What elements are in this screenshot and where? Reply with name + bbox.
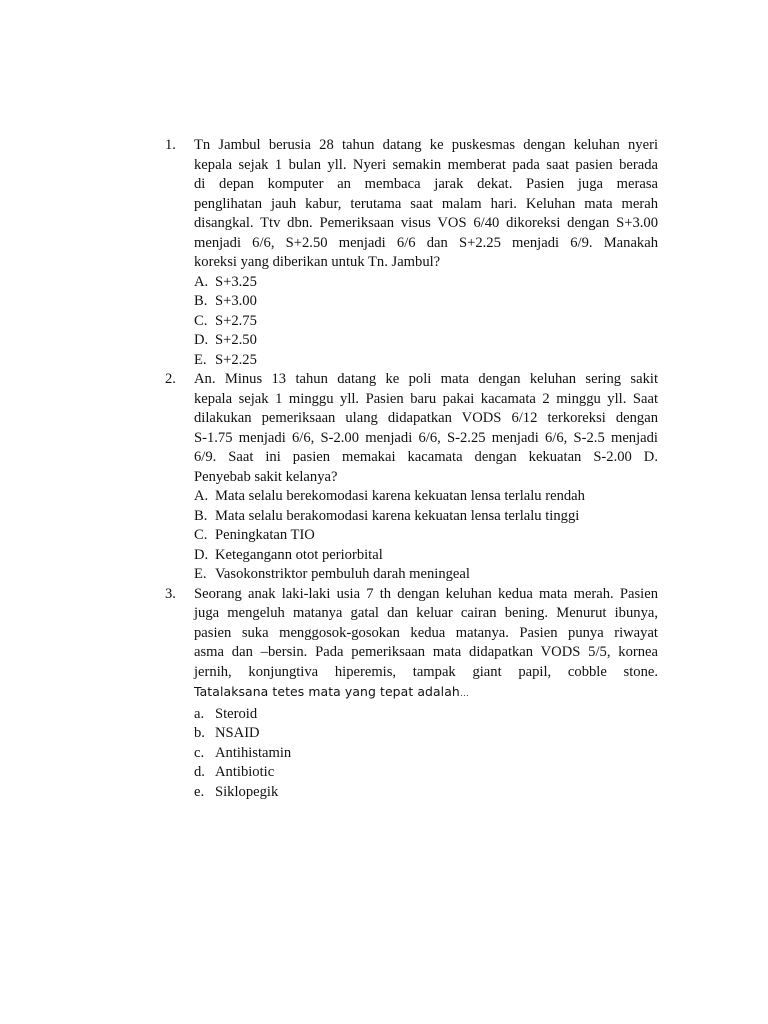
question-line: Seorang anak laki-laki usia 7 th dengan keluhan kedua mata merah. Pasien xyxy=(194,585,658,602)
question-line-final xyxy=(194,682,658,705)
question-number: 2. xyxy=(165,371,176,387)
answer-option xyxy=(194,546,658,566)
question-line: Penyebab sakit kelanya? xyxy=(194,468,338,485)
answer-option xyxy=(194,744,658,764)
option-text: Antihistamin xyxy=(215,744,292,761)
option-letter: E. xyxy=(194,351,207,368)
question-line: koreksi yang diberikan untuk Tn. Jambul? xyxy=(194,254,441,270)
question-number: 3. xyxy=(165,585,176,602)
option-text: Vasokonstriktor pembuluh darah meningeal xyxy=(215,566,470,582)
question-line: asma dan –bersin. Pada pemeriksaan mata didapatkan VODS 5/5, kornea xyxy=(194,644,658,660)
option-letter: B. xyxy=(194,293,208,309)
option-text: S+3.25 xyxy=(215,273,257,290)
question-list xyxy=(165,136,658,802)
option-letter: C. xyxy=(194,527,208,543)
question-line: Tn Jambul berusia 28 tahun datang ke puskesmas dengan keluhan nyeri xyxy=(194,137,658,153)
question-text xyxy=(194,370,658,487)
answer-option xyxy=(194,565,658,585)
option-text: Antibiotic xyxy=(215,764,275,780)
question-line: juga mengeluh matanya gatal dan keluar cairan bening. Menurut ibunya, xyxy=(194,605,658,621)
answer-options xyxy=(194,705,658,803)
question-line: pasien suka menggosok-gosokan kedua matanya. Pasien punya riwayat xyxy=(194,624,658,641)
question-text xyxy=(194,585,658,705)
option-text: NSAID xyxy=(215,725,260,741)
option-text: S+2.75 xyxy=(215,312,257,329)
option-letter: b. xyxy=(194,725,205,741)
question-2 xyxy=(165,370,658,585)
option-letter: E. xyxy=(194,566,207,582)
option-letter: a. xyxy=(194,705,205,722)
answer-option xyxy=(194,331,658,351)
option-letter: C. xyxy=(194,312,208,329)
question-line: disangkal. Ttv dbn. Pemeriksaan visus VOS 6/40 dikoreksi dengan S+3.00 xyxy=(194,215,658,231)
option-letter: e. xyxy=(194,783,205,800)
answer-option xyxy=(194,705,658,725)
question-line: kepala sejak 1 minggu yll. Pasien baru pakai kacamata 2 minggu yll. Saat xyxy=(194,390,658,407)
answer-option xyxy=(194,507,658,527)
question-line: di depan komputer an membaca jarak dekat. Pasien juga merasa xyxy=(194,176,658,192)
option-letter: D. xyxy=(194,332,209,348)
question-3 xyxy=(165,585,658,803)
answer-option xyxy=(194,763,658,783)
question-line: jernih, konjungtiva hiperemis, tampak giant papil, cobble stone. xyxy=(194,663,658,680)
option-text: Mata selalu berakomodasi karena kekuatan lensa terlalu tinggi xyxy=(215,507,580,524)
option-letter: c. xyxy=(194,744,205,761)
answer-option xyxy=(194,783,658,803)
answer-option xyxy=(194,351,658,371)
option-text: Peningkatan TIO xyxy=(215,527,315,543)
option-text: S+3.00 xyxy=(215,293,257,309)
answer-option xyxy=(194,292,658,312)
answer-option xyxy=(194,724,658,744)
answer-option xyxy=(194,526,658,546)
option-text: S+2.50 xyxy=(215,332,257,348)
question-1 xyxy=(165,136,658,370)
option-text: S+2.25 xyxy=(215,351,257,368)
question-line: kepala sejak 1 bulan yll. Nyeri semakin memberat pada saat pasien berada xyxy=(194,156,658,173)
option-text: Steroid xyxy=(215,705,258,722)
question-line: penglihatan jauh kabur, terutama saat malam hari. Keluhan mata merah xyxy=(194,195,658,212)
option-text: Siklopegik xyxy=(215,783,279,800)
question-line: 6/9. Saat ini pasien memakai kacamata dengan kekuatan S-2.00 D. xyxy=(194,449,658,465)
option-letter: A. xyxy=(194,273,209,290)
option-letter: B. xyxy=(194,507,208,524)
option-letter: d. xyxy=(194,764,205,780)
option-text: Mata selalu berekomodasi karena kekuatan lensa terlalu rendah xyxy=(215,488,585,504)
option-letter: D. xyxy=(194,546,209,563)
question-line: S-1.75 menjadi 6/6, S-2.00 menjadi 6/6, S-2.25 menjadi 6/6, S-2.5 menjadi xyxy=(194,429,658,446)
option-letter: A. xyxy=(194,488,209,504)
answer-options xyxy=(194,487,658,585)
question-line: An. Minus 13 tahun datang ke poli mata dengan keluhan sering sakit xyxy=(194,371,658,387)
question-line: menjadi 6/6, S+2.50 menjadi 6/6 dan S+2.25 menjadi 6/9. Manakah xyxy=(194,234,658,251)
question-text xyxy=(194,136,658,273)
ellipsis: … xyxy=(459,689,470,699)
answer-option xyxy=(194,487,658,507)
question-number: 1. xyxy=(165,137,176,153)
answer-options xyxy=(194,273,658,371)
option-text: Ketegangann otot periorbital xyxy=(215,546,383,563)
question-line: dilakukan pemeriksaan ulang didapatkan VODS 6/12 terkoreksi dengan xyxy=(194,410,658,426)
answer-option xyxy=(194,273,658,293)
answer-option xyxy=(194,312,658,332)
question-prompt: Tatalaksana tetes mata yang tepat adalah xyxy=(194,684,460,699)
